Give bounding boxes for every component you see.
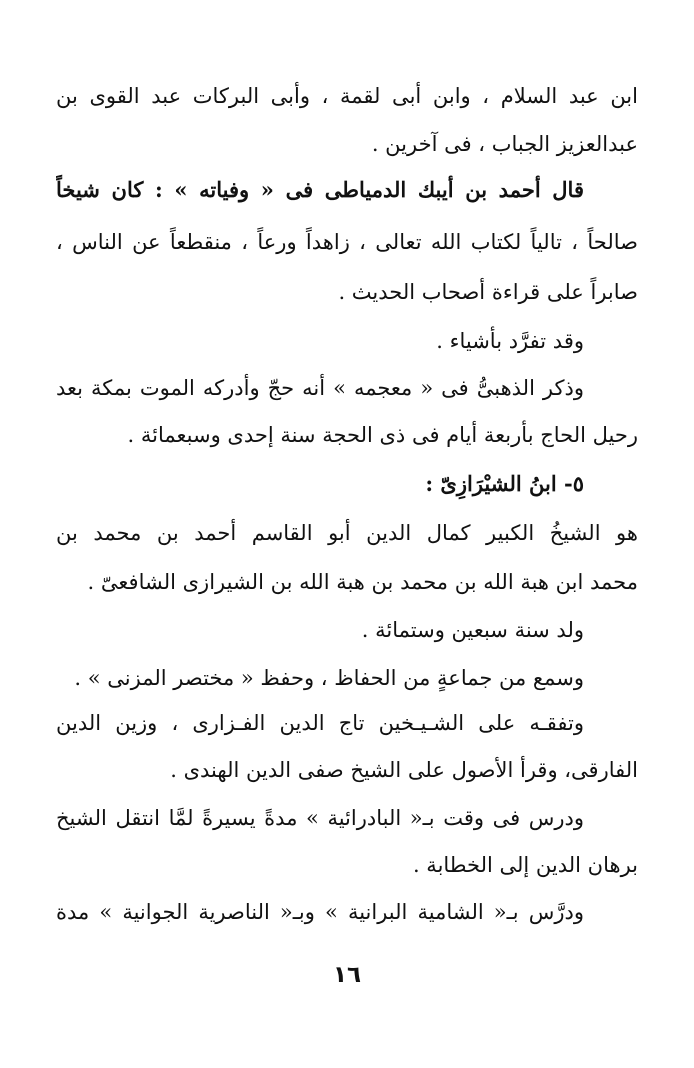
section-heading: ٥- ابنُ الشيْرَازِىّ :: [425, 471, 584, 496]
text-line-3: قال أحمد بن أيبك الدمياطى فى « وفياته » : كان شيخاً: [56, 177, 584, 202]
text-line-6: وقد تفرَّد بأشياء .: [436, 329, 584, 353]
page-number: ١٦: [332, 962, 362, 988]
text-line-18: ودرَّس بـ« الشامية البرانية » وبـ« الناصرية الجوانية » مدة: [56, 900, 584, 924]
text-line-7: وذكر الذهبىُّ فى « معجمه » أنه حجّ وأدركه الموت بمكة بعد: [56, 376, 584, 400]
text-line-16: ودرس فى وقت بـ« البادرائية » مدةً يسيرةً لمَّا انتقل الشيخ: [56, 806, 584, 830]
text-line-4: صالحاً ، تالياً لكتاب الله تعالى ، زاهداً ورعاً ، منقطعاً عن الناس ،: [56, 230, 638, 254]
text-line-11: محمد ابن هبة الله بن محمد بن هبة الله بن الشيرازى الشافعىّ .: [87, 570, 638, 594]
text-line-13: وسمع من جماعةٍ من الحفاظ ، وحفظ « مختصر المزنى » .: [74, 666, 584, 690]
text-line-2: عبدالعزيز الجباب ، فى آخرين .: [371, 132, 638, 156]
text-line-10: هو الشيخُ الكبير كمال الدين أبو القاسم أحمد بن محمد بن: [56, 521, 638, 545]
text-line-5: صابراً على قراءة أصحاب الحديث .: [338, 280, 638, 304]
text-line-15: الفارقى، وقرأ الأصول على الشيخ صفى الدين الهندى .: [170, 758, 638, 782]
text-line-8: رحيل الحاج بأربعة أيام فى ذى الحجة سنة إحدى وسبعمائة .: [127, 423, 638, 447]
text-line-17: برهان الدين إلى الخطابة .: [412, 853, 638, 877]
text-line-14: وتفقـه على الشـيـخين تاج الدين الفـزارى ، وزين الدين: [56, 711, 584, 735]
text-line-12: ولد سنة سبعين وستمائة .: [361, 618, 584, 642]
text-line-1: ابن عبد السلام ، وابن أبى لقمة ، وأبى البركات عبد القوى بن: [56, 84, 638, 108]
